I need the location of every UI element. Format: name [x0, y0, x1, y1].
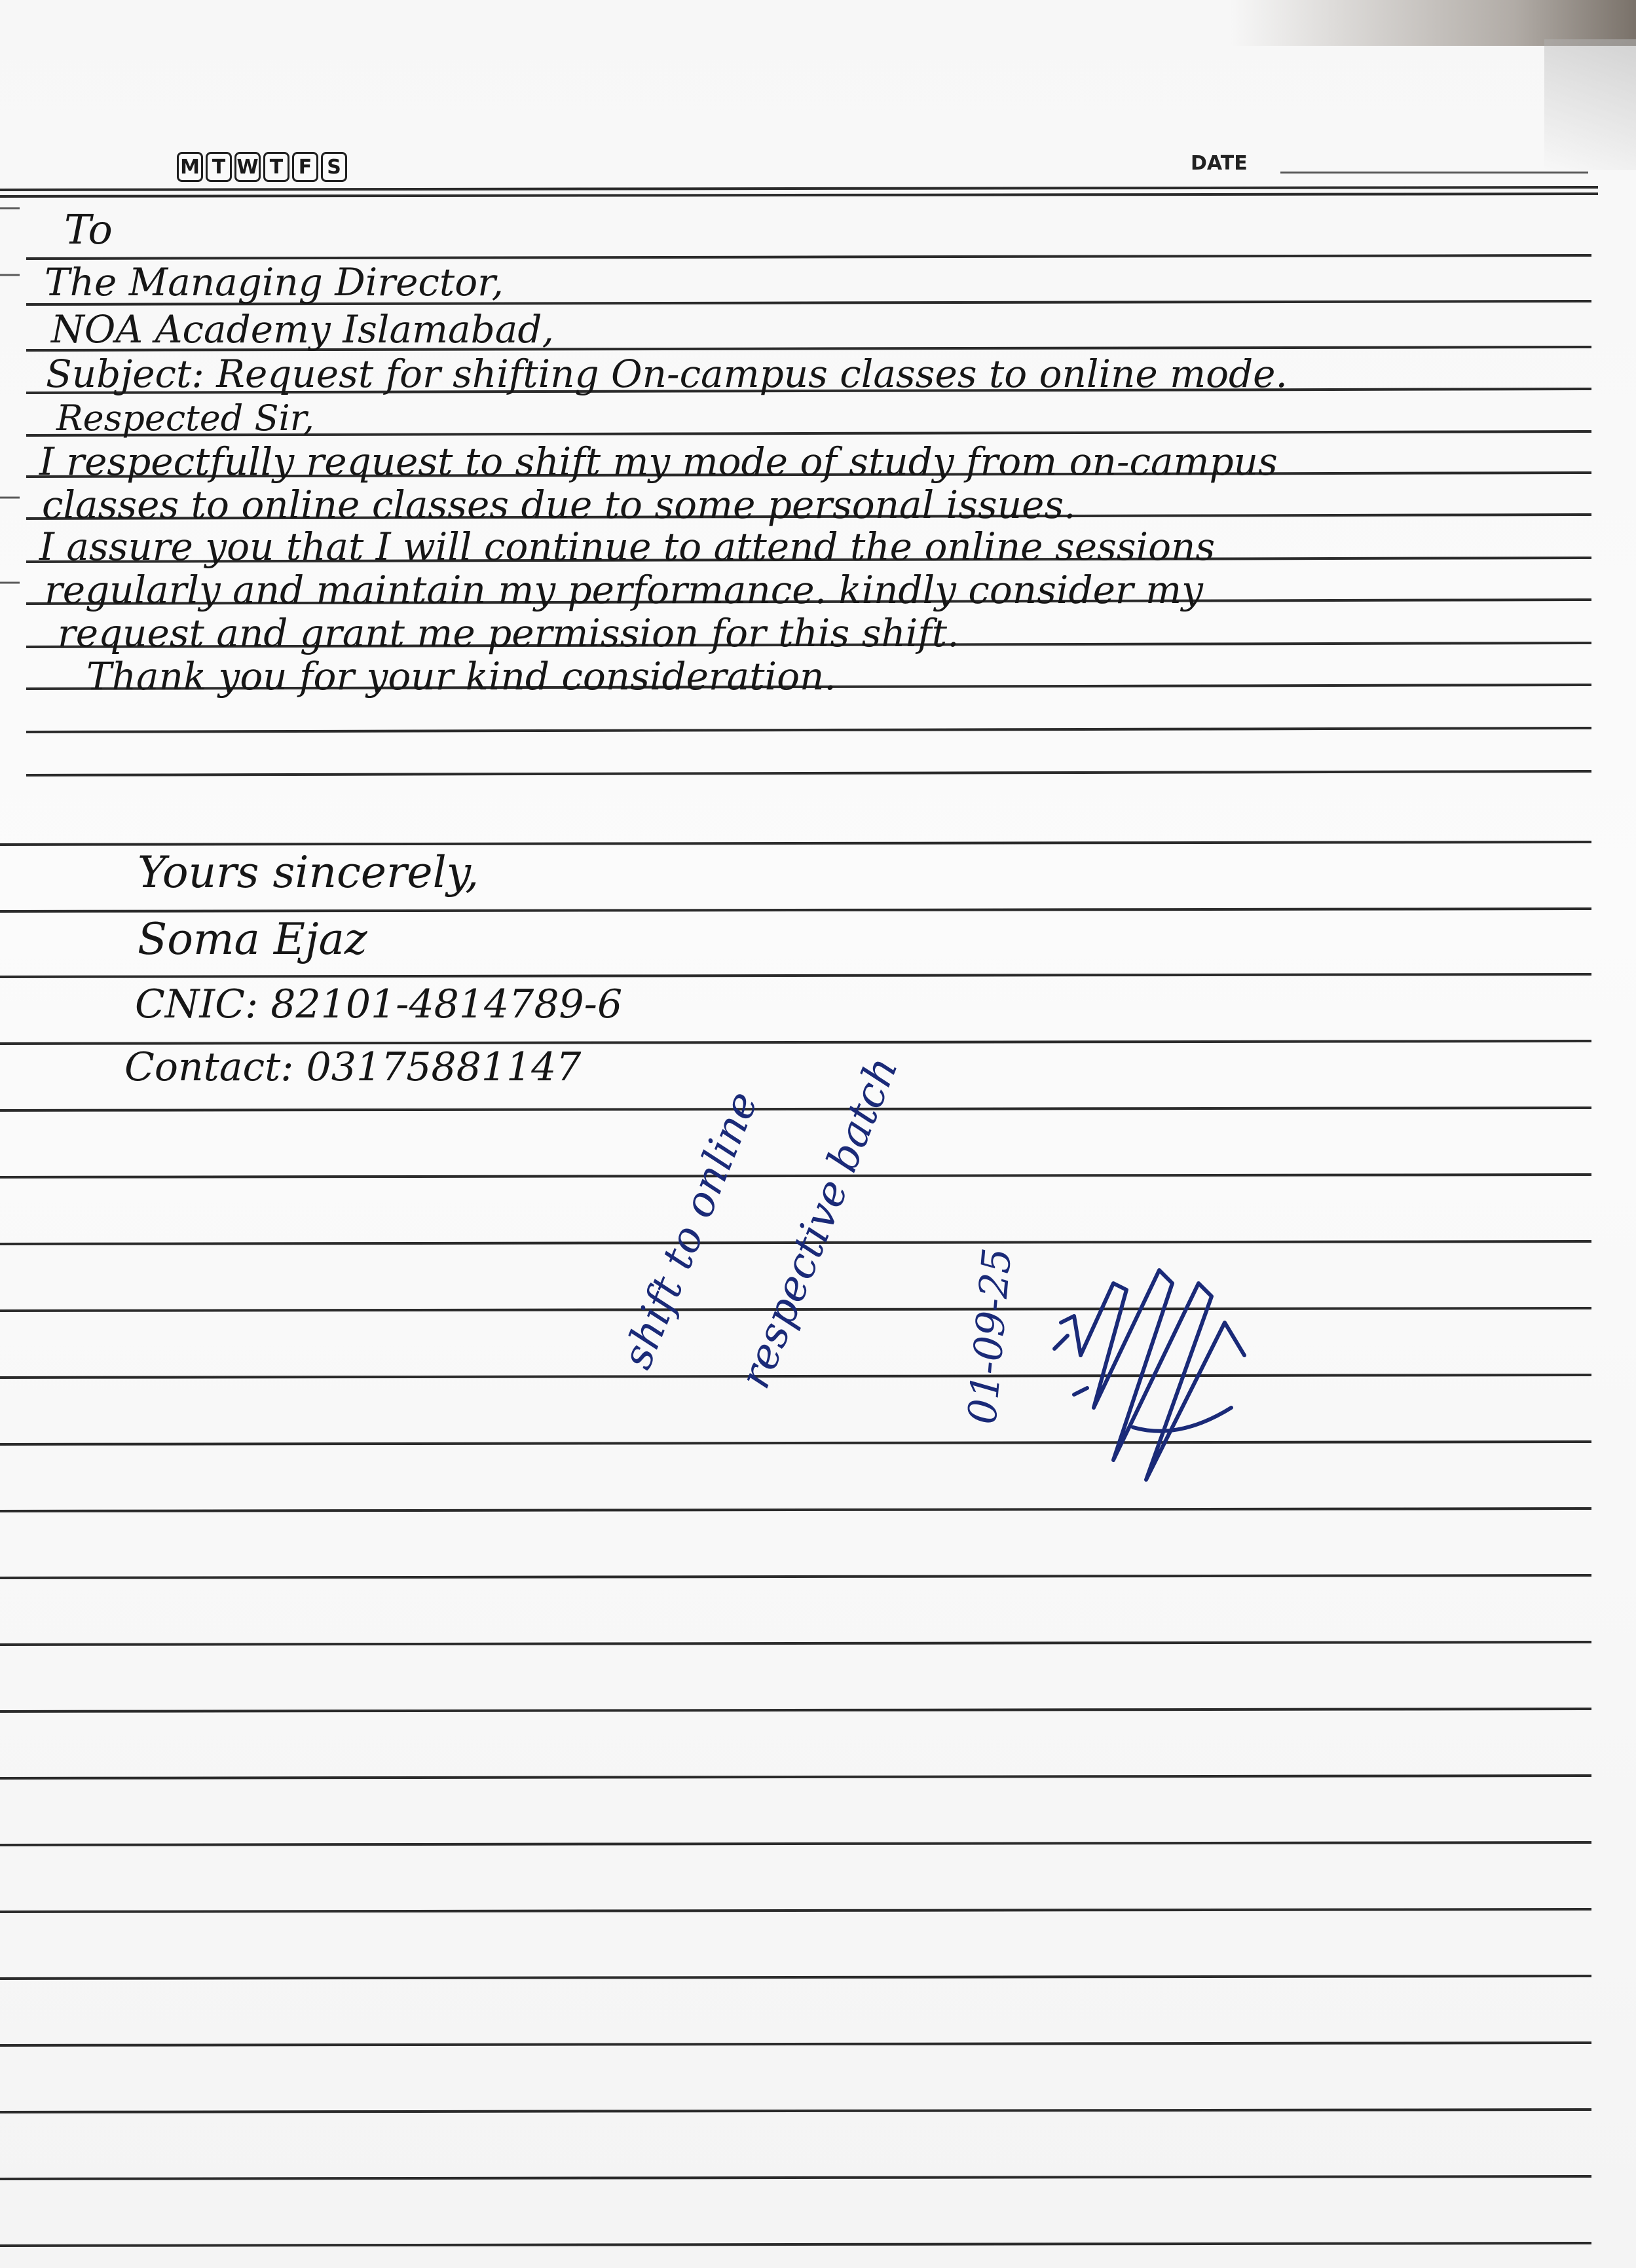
- rule-line: [26, 728, 1591, 732]
- rule-line: [0, 2176, 1591, 2179]
- rule-line: [0, 194, 1598, 196]
- rule-line: [0, 1575, 1591, 1578]
- rule-line: [0, 1976, 1591, 1979]
- rule-line: [0, 2243, 1591, 2246]
- weekday-box: S: [321, 152, 347, 182]
- rule-line: [0, 909, 1591, 911]
- body-line: Thank you for your kind consideration.: [86, 654, 836, 699]
- sender-cnic: CNIC: 82101-4814789-6: [135, 981, 623, 1027]
- weekday-box: M: [177, 152, 203, 182]
- rule-line: [0, 1709, 1591, 1711]
- body-line: I respectfully request to shift my mode of study from on-campus: [39, 439, 1278, 484]
- closing: Yours sincerely,: [138, 847, 479, 898]
- sender-name: Soma Ejaz: [138, 914, 367, 964]
- rule-line: [0, 1041, 1591, 1044]
- rule-line: [0, 1442, 1591, 1444]
- annotation-line-2: respective batch: [730, 1050, 908, 1395]
- rule-line: [0, 974, 1591, 977]
- rule-line: [0, 1642, 1591, 1645]
- date-field-line: [1280, 172, 1588, 174]
- body-line: regularly and maintain my performance. kindly consider my: [45, 568, 1203, 612]
- rule-line: [26, 771, 1591, 775]
- annotation-date: 01-09-25: [959, 1246, 1021, 1427]
- rule-line: [0, 1375, 1591, 1378]
- rule-line: [0, 1108, 1591, 1110]
- body-line: classes to online classes due to some personal issues.: [42, 483, 1076, 527]
- recipient-title: The Managing Director,: [45, 260, 504, 304]
- rule-line: [0, 187, 1598, 190]
- rule-line: [0, 1776, 1591, 1778]
- rule-line: [0, 1909, 1591, 1912]
- body-line: request and grant me permission for this shift.: [58, 611, 959, 655]
- signature: [1035, 1244, 1271, 1493]
- rule-line: [0, 2043, 1591, 2045]
- to-line: To: [64, 206, 113, 253]
- weekday-box: W: [234, 152, 261, 182]
- weekday-box: T: [206, 152, 232, 182]
- subject-line: Subject: Request for shifting On-campus classes to online mode.: [46, 352, 1288, 396]
- weekday-boxes: [177, 152, 347, 182]
- annotation-line-1: shift to online: [612, 1085, 768, 1376]
- recipient-org: NOA Academy Islamabad,: [51, 307, 554, 352]
- body-line: I assure you that I will continue to attend the online sessions: [39, 524, 1216, 569]
- rule-line: [26, 255, 1591, 259]
- rule-line: [0, 1509, 1591, 1511]
- rule-line: [0, 1842, 1591, 1845]
- rule-line: [0, 2110, 1591, 2112]
- rule-line: [0, 1175, 1591, 1177]
- rule-line: [0, 842, 1591, 845]
- date-label: DATE: [1191, 152, 1248, 175]
- salutation: Respected Sir,: [56, 397, 314, 439]
- sender-contact: Contact: 03175881147: [124, 1044, 582, 1090]
- weekday-box: F: [292, 152, 318, 182]
- weekday-box: T: [263, 152, 289, 182]
